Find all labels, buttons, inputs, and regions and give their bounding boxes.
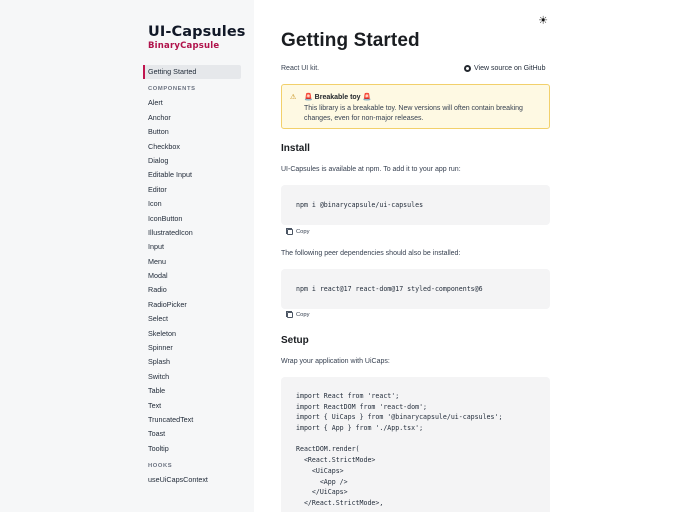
sidebar-item-modal[interactable]: Modal [148, 271, 168, 281]
sidebar-item-spinner[interactable]: Spinner [148, 343, 173, 353]
sidebar-item-dialog[interactable]: Dialog [148, 155, 169, 165]
setup-code-line: </UiCaps> [296, 488, 348, 497]
peer-deps-intro: The following peer dependencies should also be installed: [281, 250, 461, 257]
sidebar-item-button[interactable]: Button [148, 127, 169, 137]
sidebar-item-illustratedicon[interactable]: IllustratedIcon [148, 227, 193, 237]
setup-code-line [296, 434, 550, 445]
sidebar [0, 0, 254, 512]
sidebar-item-radiopicker[interactable]: RadioPicker [148, 299, 187, 309]
setup-code-line: import { UiCaps } from '@binarycapsule/ui-capsules'; [296, 413, 503, 422]
peer-deps-code-block [281, 269, 550, 309]
github-link-label: View source on GitHub [474, 65, 546, 72]
warning-icon: ⚠ [290, 94, 297, 101]
copy-icon [287, 312, 293, 318]
sidebar-item-skeleton[interactable]: Skeleton [148, 328, 176, 338]
sidebar-item-icon[interactable]: Icon [148, 199, 162, 209]
copy-label: Copy [296, 312, 310, 318]
page-title: Getting Started [281, 30, 420, 51]
setup-code-line: ReactDOM.render( [296, 445, 360, 454]
sidebar-item-alert[interactable]: Alert [148, 98, 163, 108]
setup-code-line: <React.StrictMode> [296, 456, 376, 465]
page-subtitle: React UI kit. [281, 65, 320, 72]
setup-code-block [281, 377, 550, 512]
sidebar-item-tooltip[interactable]: Tooltip [148, 443, 169, 453]
setup-code-line: <App /> [296, 477, 348, 486]
copy-label: Copy [296, 229, 310, 235]
copy-peer-deps-button[interactable] [287, 312, 310, 318]
sidebar-item-editable-input[interactable]: Editable Input [148, 170, 192, 180]
copy-install-button[interactable] [287, 229, 310, 235]
brand-logo[interactable] [148, 24, 245, 52]
sidebar-item-menu[interactable]: Menu [148, 256, 166, 266]
alert-body: This library is a breakable toy. New versions will often contain breaking changes, even for non-major releases. [304, 105, 523, 122]
sidebar-item-anchor[interactable]: Anchor [148, 112, 171, 122]
sidebar-item-useuicapscontext[interactable]: useUiCapsContext [148, 475, 208, 485]
sidebar-item-text[interactable]: Text [148, 400, 162, 410]
sidebar-item-truncatedtext[interactable]: TruncatedText [148, 414, 194, 424]
setup-code-line: </React.StrictMode>, [296, 498, 384, 507]
setup-code-line: <UiCaps> [296, 466, 344, 475]
sidebar-item-input[interactable]: Input [148, 242, 164, 252]
brand-subtitle: BinaryCapsule [148, 41, 220, 51]
sidebar-item-toast[interactable]: Toast [148, 429, 166, 439]
sidebar-item-editor[interactable]: Editor [148, 184, 167, 194]
sidebar-item-getting-started[interactable]: Getting Started [143, 65, 241, 79]
github-icon [464, 65, 471, 72]
install-heading: Install [281, 143, 310, 154]
sidebar-section-hooks: HOOKS [148, 463, 173, 470]
sidebar-item-iconbutton[interactable]: IconButton [148, 213, 183, 223]
sidebar-item-switch[interactable]: Switch [148, 371, 170, 381]
setup-code-line: import ReactDOM from 'react-dom'; [296, 402, 428, 411]
sidebar-nav [143, 65, 241, 488]
sidebar-item-radio[interactable]: Radio [148, 285, 167, 295]
peer-deps-command: npm i react@17 react-dom@17 styled-components@6 [296, 285, 483, 293]
setup-heading: Setup [281, 335, 309, 346]
sidebar-section-components: COMPONENTS [148, 86, 196, 93]
sidebar-item-table[interactable]: Table [148, 386, 166, 396]
theme-toggle-sun-icon[interactable]: ☀ [538, 15, 548, 27]
setup-code-line: import React from 'react'; [296, 392, 400, 400]
sidebar-item-checkbox[interactable]: Checkbox [148, 141, 180, 151]
install-code-block [281, 185, 550, 225]
sidebar-item-select[interactable]: Select [148, 314, 168, 324]
breakable-toy-alert [281, 84, 550, 129]
install-command: npm i @binarycapsule/ui-capsules [296, 201, 424, 209]
install-intro: UI-Capsules is available at npm. To add it to your app run: [281, 166, 461, 173]
setup-code-line: import { App } from './App.tsx'; [296, 424, 424, 433]
setup-intro: Wrap your application with UiCaps: [281, 358, 390, 365]
copy-icon [287, 229, 293, 235]
sidebar-item-splash[interactable]: Splash [148, 357, 170, 367]
alert-title: 🚨 Breakable toy 🚨 [304, 94, 372, 101]
brand-name: UI-Capsules [148, 24, 246, 40]
github-source-link[interactable] [464, 65, 545, 72]
